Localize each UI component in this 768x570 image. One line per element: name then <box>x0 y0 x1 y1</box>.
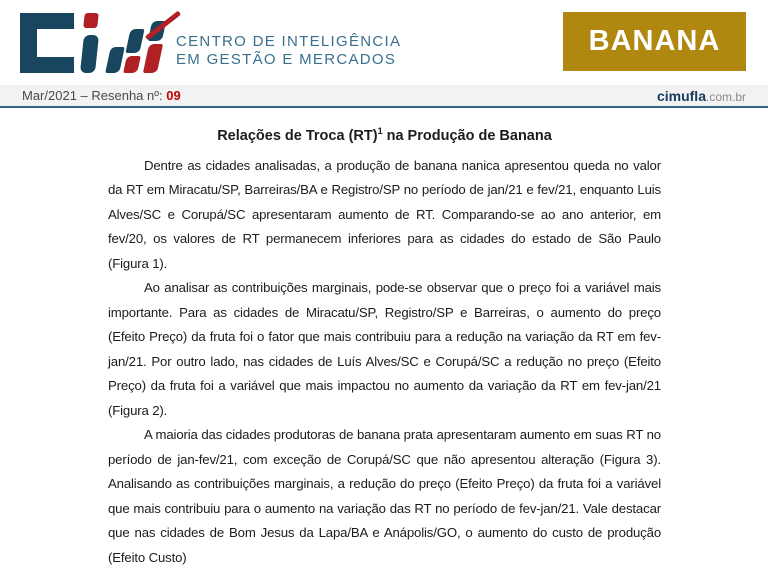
logo-bar-mid-bottom <box>123 56 141 73</box>
org-name-line2: EM GESTÃO E MERCADOS <box>176 51 397 68</box>
meta-bar <box>0 85 768 108</box>
article-title-footnote-ref: 1 <box>377 126 383 136</box>
org-name <box>176 33 401 69</box>
article-title-rest: na Produção de Banana <box>382 127 552 144</box>
logo-bar-mid-top <box>125 29 144 53</box>
article-title <box>108 126 661 144</box>
document-body <box>108 110 661 570</box>
paragraph-2: Ao analisar as contribuições marginais, pode-se observar que o preço foi a variável mais importante. Para as cidades de Miracatu/SP, Registro/SP e Barreiras, o aumento do preço (Efeito Preço) da fruta foi o fator que mais contribuiu para a redução na variação da RT em fev-jan/21. Por outro lado, nas cidades de Luís Alves/SC e Corupá/SC a redução no preço (Efeito Preço) da fruta foi a variável que mais impactou no aumento da variação da RT em fev-jan/21 (Figura 2). <box>108 280 661 418</box>
logo-bar-tall-bottom <box>143 44 163 73</box>
issue-info <box>22 88 181 103</box>
logo-letter-c <box>20 13 74 73</box>
product-badge: BANANA <box>563 12 746 71</box>
issue-label: Mar/2021 – Resenha nº: <box>22 88 167 103</box>
issue-number: 09 <box>166 88 181 103</box>
logo-letter-i-stem <box>80 35 99 73</box>
org-name-line1: CENTRO DE INTELIGÊNCIA <box>176 33 402 50</box>
logo-letter-i-dot <box>83 13 99 28</box>
site-brand: cimufla <box>656 87 706 104</box>
article-title-main: Relações de Troca (RT) <box>217 127 378 144</box>
site-link[interactable] <box>657 88 746 104</box>
paragraph-3: A maioria das cidades produtoras de banana prata apresentaram aumento em suas RT no período de jan-fev/21, com exceção de Corupá/SC que não apresentou alteração (Figura 3). Analisando as contribuições marginais, a redução do preço (Efeito Preço) da fruta foi a variável que mais contribuiu para o aumento na variação das RT no período de fev-jan/21. Vale destacar que nas cidades de Bom Jesus da Lapa/BA e Anápolis/GO, o aumento do custo de produção (Efeito Custo) <box>108 427 661 565</box>
cim-logo-icon <box>20 11 170 75</box>
site-suffix: .com.br <box>705 89 746 104</box>
paragraph-1: Dentre as cidades analisadas, a produção de banana nanica apresentou queda no valor da RT em Miracatu/SP, Barreiras/BA e Registro/SP no período de jan/21 e fev/21, enquanto Luis Alves/SC e Corupá/SC apresentaram aumento de RT. Comparando-se ao ano anterior, em fev/20, os valores de RT permanecem inferiores para as cidades do estado de São Paulo (Figura 1). <box>108 157 661 271</box>
logo-bar-small <box>105 47 125 73</box>
header <box>0 0 768 85</box>
